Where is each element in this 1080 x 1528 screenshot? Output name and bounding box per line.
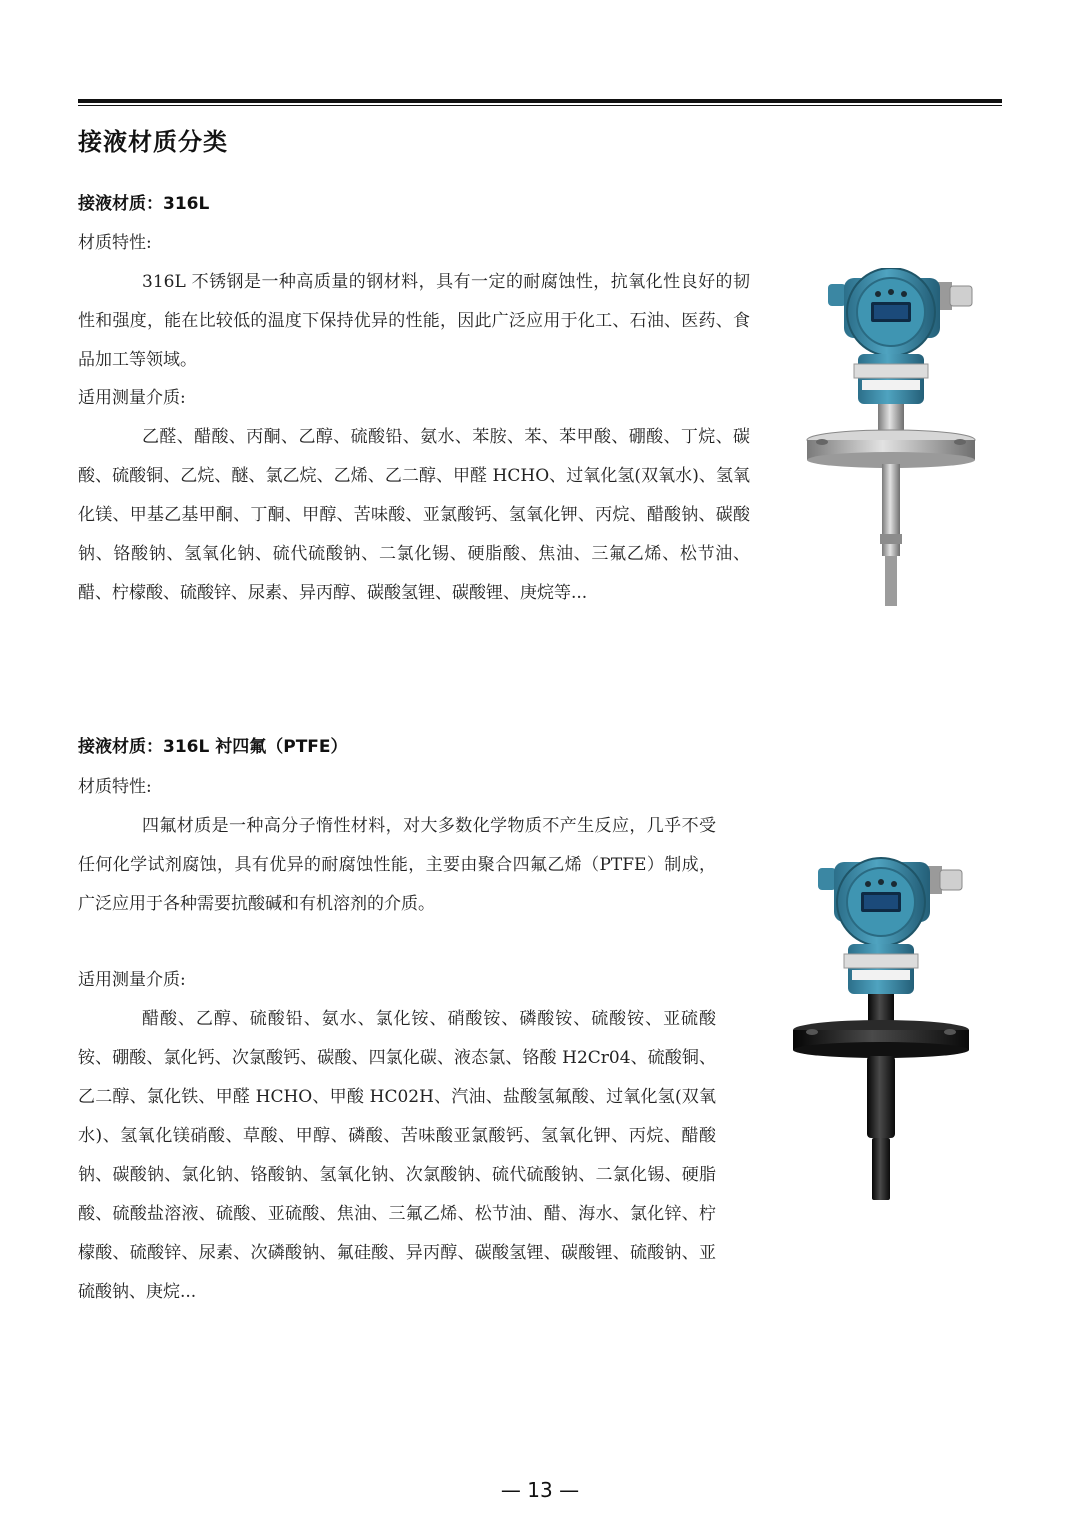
media-text: 醋酸、乙醇、硫酸铅、氨水、氯化铵、硝酸铵、磷酸铵、硫酸铵、亚硫酸铵、硼酸、氯化钙、次氯酸钙、碳酸、四氯化碳、液态氯、铬酸 H2Cr04、硫酸铜、乙二醇、氯化铁、甲醛 HCHO、甲酸 HC02H、汽油、盐酸氢氟酸、过氧化氢(双氧水)、氢氧化镁硝酸、草酸、甲醇、磷酸、苦味酸亚氯酸钙、氢氧化钾、丙烷、醋酸钠、碳酸钠、氯化钠、铬酸钠、氢氧化钠、次氯酸钠、硫代硫酸钠、二氯化锡、硬脂酸、硫酸盐溶液、硫酸、亚硫酸、焦油、三氟乙烯、松节油、醋、海水、氯化锌、柠檬酸、硫酸锌、尿素、次磷酸钠、氟硅酸、异丙醇、碳酸氢锂、碳酸锂、硫酸钠、亚硫酸钠、庚烷... — [78, 1009, 716, 1302]
media-text: 乙醛、醋酸、丙酮、乙醇、硫酸铅、氨水、苯胺、苯、苯甲酸、硼酸、丁烷、碳酸、硫酸铜、乙烷、醚、氯乙烷、乙烯、乙二醇、甲醛 HCHO、过氧化氢(双氧水)、氢氧化镁、甲基乙基甲酮、丁酮、甲醇、苦味酸、亚氯酸钙、氢氧化钾、丙烷、醋酸钠、碳酸钠、铬酸钠、氢氧化钠、硫代硫酸钠、二氯化锡、硬脂酸、焦油、三氟乙烯、松节油、醋、柠檬酸、硫酸锌、尿素、异丙醇、碳酸氢锂、碳酸锂、庚烷等... — [78, 427, 750, 603]
properties-text: 四氟材质是一种高分子惰性材料，对大多数化学物质不产生反应，几乎不受任何化学试剂腐蚀，具有优异的耐腐蚀性能，主要由聚合四氟乙烯（PTFE）制成，广泛应用于各种需要抗酸碱和有机溶剂的介质。 — [78, 816, 716, 914]
section-title-ptfe: 接液材质：316L 衬四氟（PTFE） — [78, 737, 348, 757]
properties-text: 316L 不锈钢是一种高质量的钢材料，具有一定的耐腐蚀性，抗氧化性良好的韧性和强度，能在比较低的温度下保持优异的性能，因此广泛应用于化工、石油、医药、食品加工等领域。 — [78, 272, 750, 370]
ptfe-lined-probe-transmitter-image — [790, 852, 970, 1204]
header-rule-thin — [78, 105, 1002, 106]
page-number: — 13 — — [500, 1478, 580, 1502]
media-label: 适用测量介质: — [78, 388, 186, 408]
media-label: 适用测量介质: — [78, 970, 186, 990]
properties-label: 材质特性: — [78, 777, 152, 797]
stainless-probe-transmitter-image — [800, 268, 980, 613]
header-rule-thick — [78, 99, 1002, 103]
section-title-316l: 接液材质：316L — [78, 194, 210, 214]
properties-label: 材质特性: — [78, 233, 152, 253]
page-title: 接液材质分类 — [78, 128, 228, 156]
